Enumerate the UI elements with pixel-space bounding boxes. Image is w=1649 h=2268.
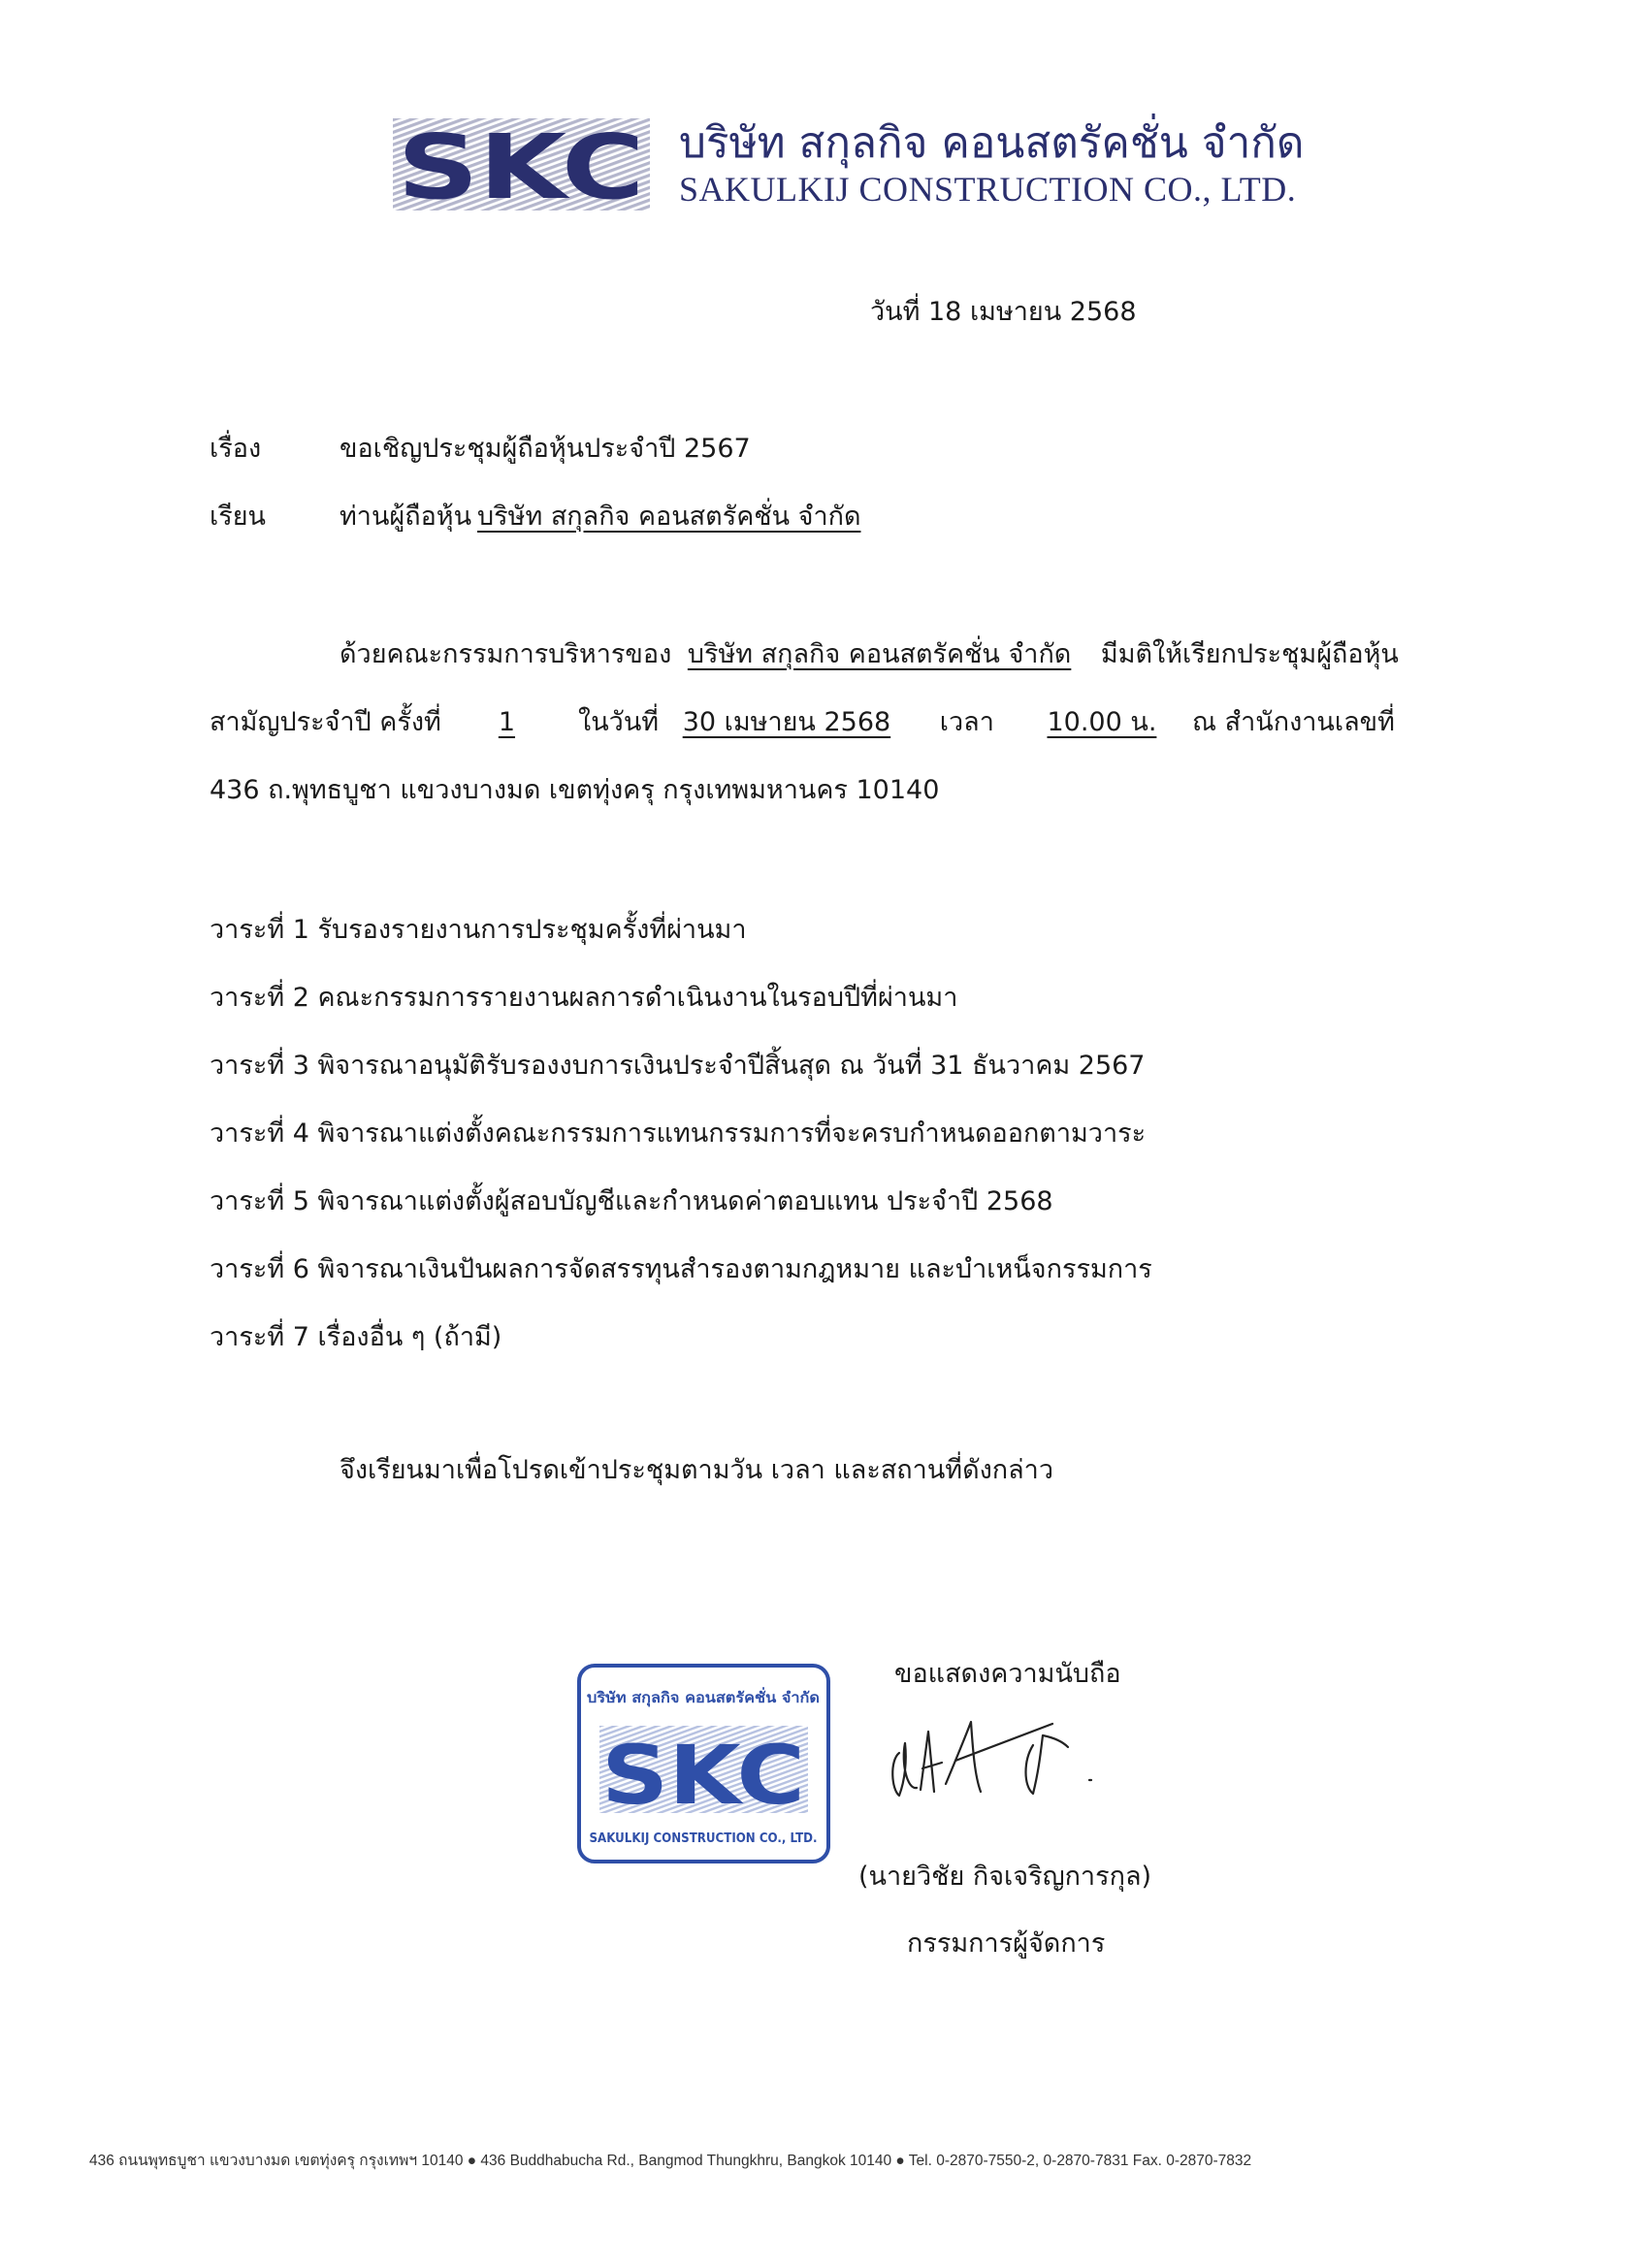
logo-text: SKC — [397, 118, 645, 211]
agenda-item: วาระที่ 7 เรื่องอื่น ๆ (ถ้ามี) — [210, 1322, 502, 1352]
venue-label: ณ สำนักงานเลขที่ — [1192, 707, 1395, 737]
stamp-top-text: บริษัท สกุลกิจ คอนสตรัคชั่น จำกัด — [587, 1689, 802, 1706]
body-resolution: มีมติให้เรียกประชุมผู้ถือหุ้น — [1100, 639, 1399, 669]
time-label: เวลา — [939, 707, 994, 737]
recipient-prefix: ท่านผู้ถือหุ้น — [340, 502, 472, 532]
meeting-date: 30 เมษายน 2568 — [682, 707, 891, 737]
footer-contact: 436 ถนนพุทธบูชา แขวงบางมด เขตทุ่งครุ กรุงเทพฯ 10140 ● 436 Buddhabucha Rd., Bangmod Thungkhru, Bangkok 10140 ● Tel. 0-2870-7550-2, 0-2870-7831 Fax. 0-2870-7832 — [89, 2153, 1252, 2169]
recipient-label: เรียน — [210, 502, 267, 532]
meeting-time: 10.00 น. — [1047, 707, 1157, 737]
stamp-bottom-text: SAKULKIJ CONSTRUCTION CO., LTD. — [589, 1831, 818, 1846]
company-logo — [393, 118, 650, 211]
stamp-logo-text: SKC — [601, 1728, 805, 1823]
company-name-thai: บริษัท สกุลกิจ คอนสตรัคชั่น จำกัด — [679, 118, 1305, 168]
signer-name: (นายวิชัย กิจเจริญการกุล) — [858, 1862, 1152, 1892]
subject-text: ขอเชิญประชุมผู้ถือหุ้นประจำปี 2567 — [340, 434, 751, 464]
agenda-item: วาระที่ 5 พิจารณาแต่งตั้งผู้สอบบัญชีและกำหนดค่าตอบแทน ประจำปี 2568 — [210, 1186, 1053, 1216]
body-line-1 — [340, 641, 1399, 667]
letter-date: วันที่ 18 เมษายน 2568 — [870, 297, 1137, 327]
agenda-item: วาระที่ 1 รับรองรายงานการประชุมครั้งที่ผ่านมา — [210, 915, 747, 945]
closing-sentence: จึงเรียนมาเพื่อโปรดเข้าประชุมตามวัน เวลา และสถานที่ดังกล่าว — [340, 1455, 1054, 1485]
on-date-label: ในวันที่ — [578, 707, 660, 737]
body-intro: ด้วยคณะกรรมการบริหารของ — [340, 639, 672, 669]
meeting-number: 1 — [498, 707, 516, 737]
subject-label: เรื่อง — [210, 434, 262, 464]
signer-position: กรรมการผู้จัดการ — [907, 1928, 1106, 1959]
agenda-item: วาระที่ 6 พิจารณาเงินปันผลการจัดสรรทุนสำรองตามกฎหมาย และบำเหน็จกรรมการ — [210, 1254, 1152, 1284]
meeting-address: 436 ถ.พุทธบูชา แขวงบางมด เขตทุ่งครุ กรุงเทพมหานคร 10140 — [210, 775, 940, 805]
agenda-item: วาระที่ 2 คณะกรรมการรายงานผลการดำเนินงานในรอบปีที่ผ่านมา — [210, 983, 958, 1013]
meeting-type: สามัญประจำปี ครั้งที่ — [210, 707, 441, 737]
agenda-item: วาระที่ 4 พิจารณาแต่งตั้งคณะกรรมการแทนกรรมการที่จะครบกำหนดออกตามวาระ — [210, 1118, 1147, 1149]
company-name-english: SAKULKIJ CONSTRUCTION CO., LTD. — [679, 170, 1297, 209]
recipient-company: บริษัท สกุลกิจ คอนสตรัคชั่น จำกัด — [477, 502, 861, 532]
company-stamp — [575, 1662, 832, 1865]
regards-text: ขอแสดงความนับถือ — [894, 1659, 1121, 1689]
handwritten-signature — [878, 1702, 1149, 1809]
body-company: บริษัท สกุลกิจ คอนสตรัคชั่น จำกัด — [687, 639, 1072, 669]
body-line-2 — [210, 709, 1395, 735]
agenda-item: วาระที่ 3 พิจารณาอนุมัติรับรองงบการเงินประจำปีสิ้นสุด ณ วันที่ 31 ธันวาคม 2567 — [210, 1051, 1146, 1081]
